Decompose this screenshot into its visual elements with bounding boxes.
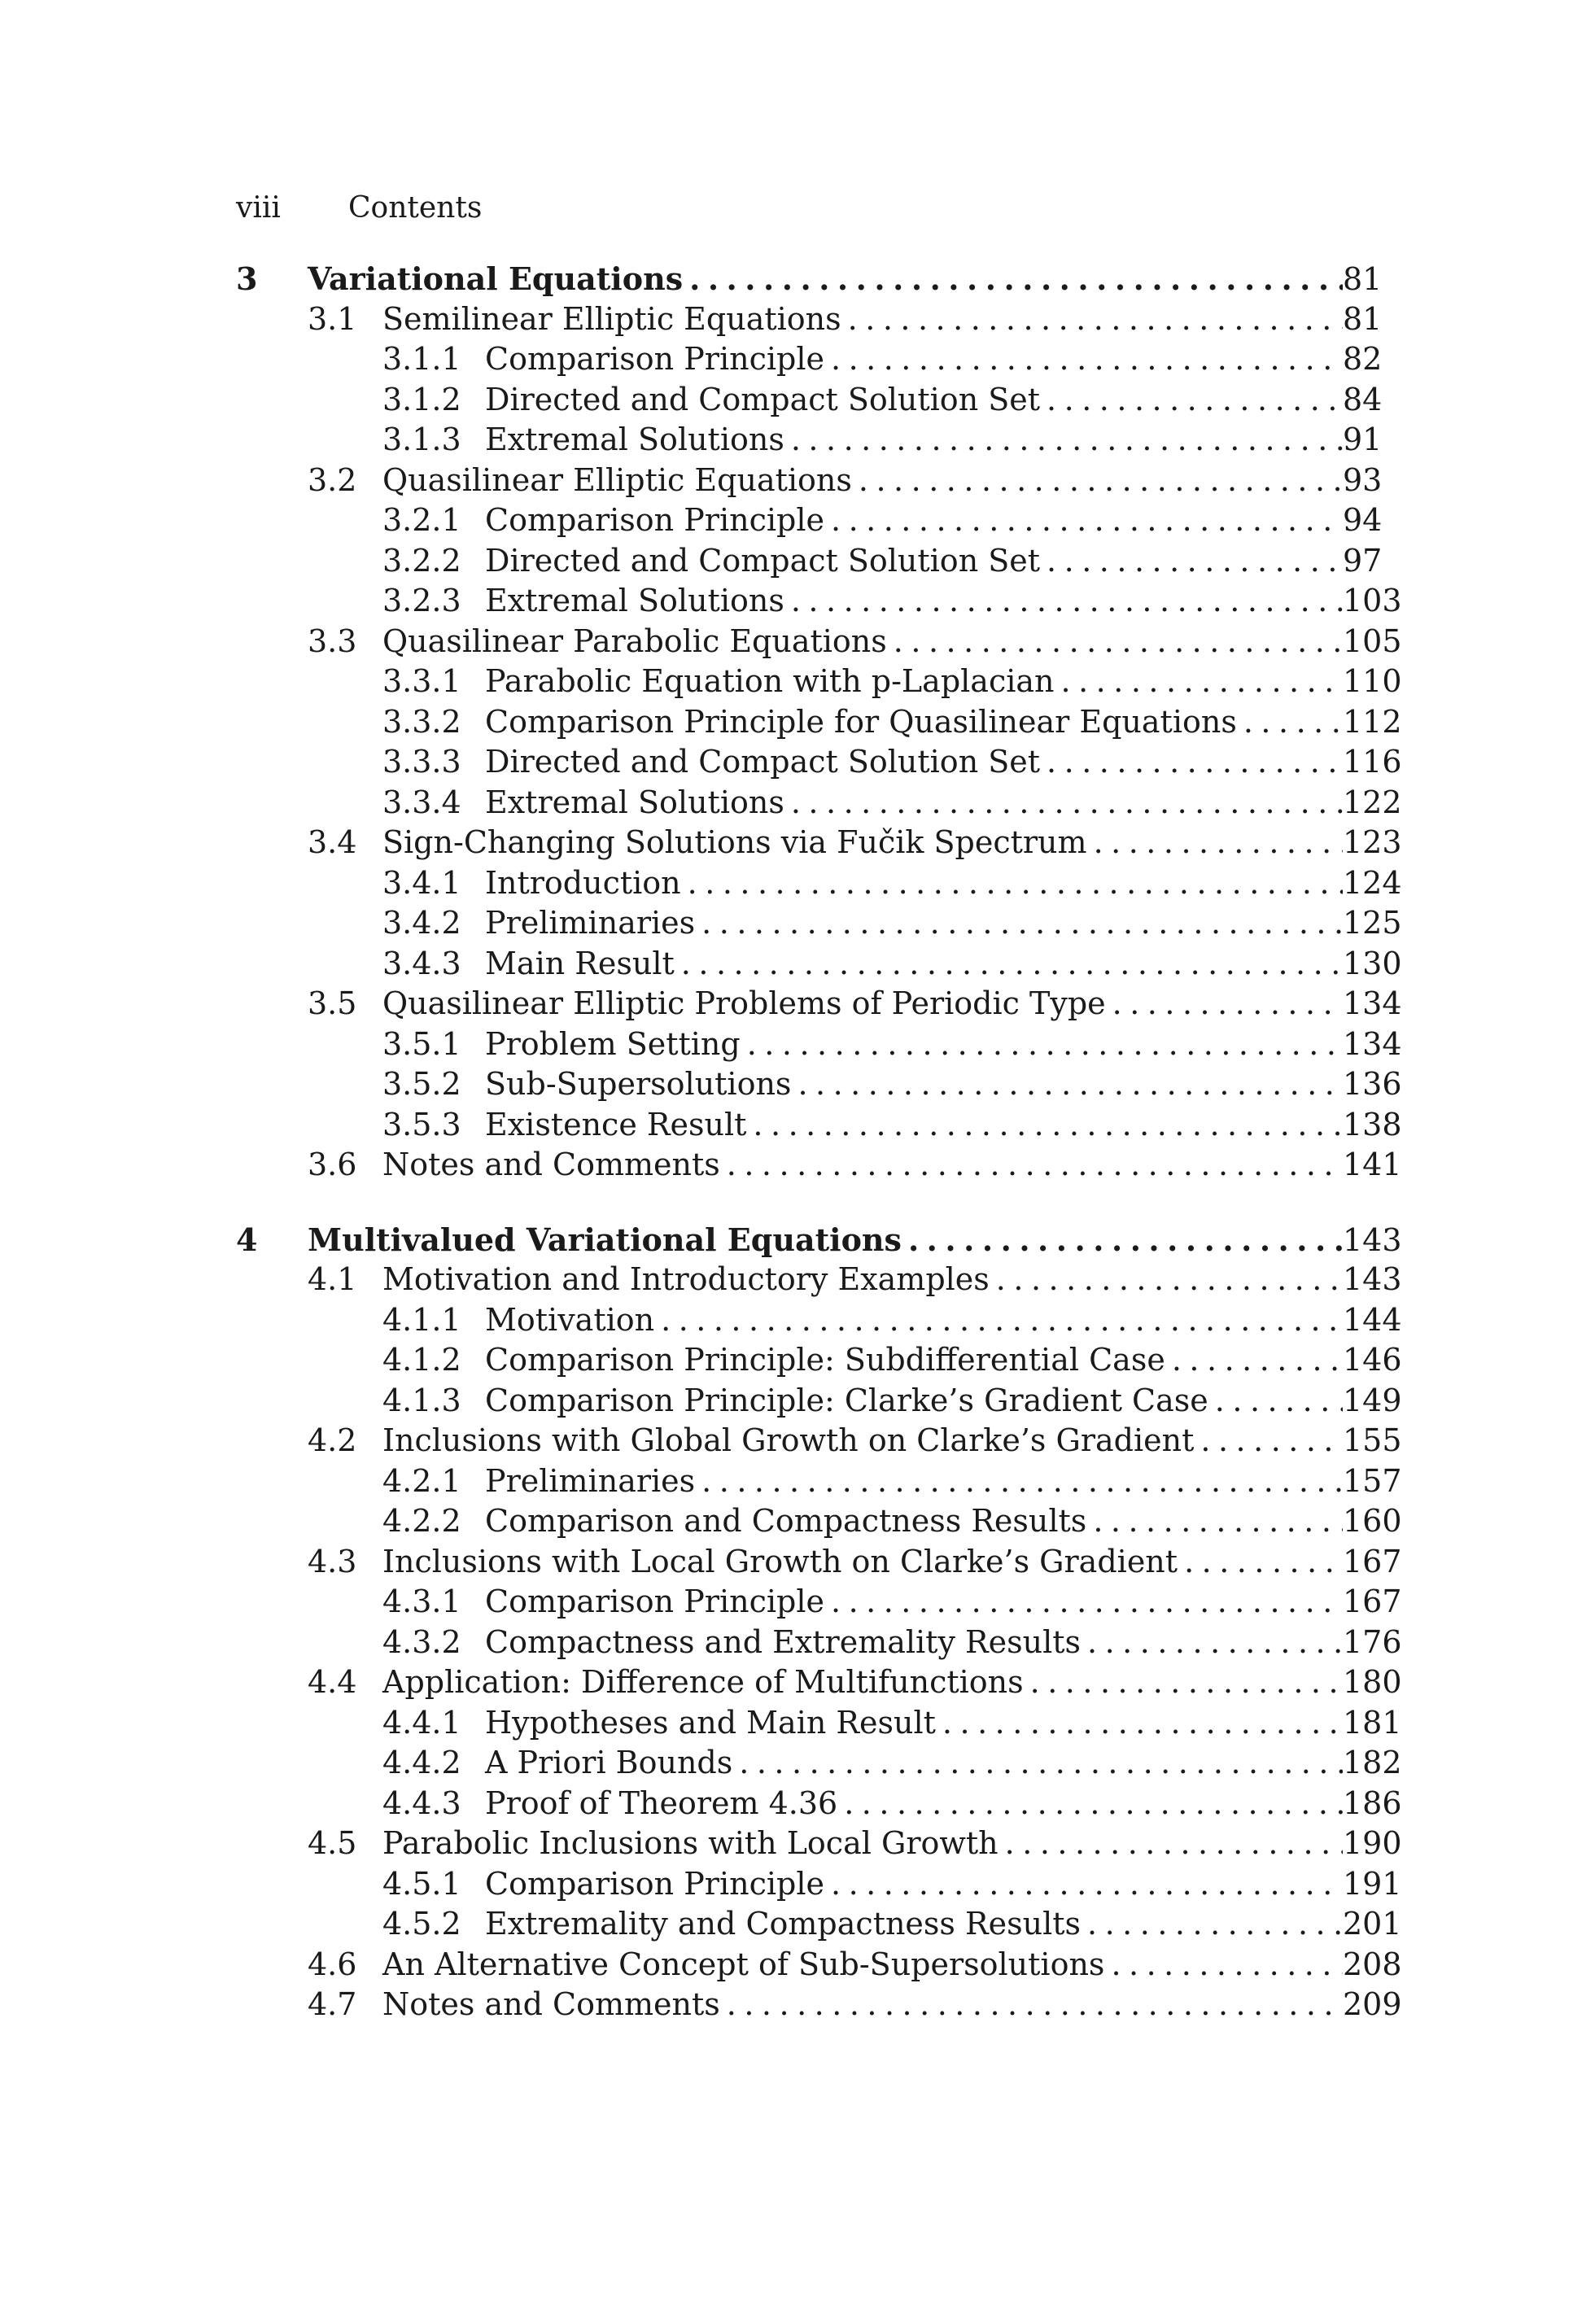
toc-section-page: 93 xyxy=(1343,461,1383,498)
toc-section-entry xyxy=(382,1824,1402,1864)
toc-subsection-entry xyxy=(485,420,1383,461)
toc-section-entry xyxy=(382,461,1383,501)
toc-chapter-block xyxy=(236,1220,1402,2025)
toc-subsection-title: Comparison Principle xyxy=(485,341,824,377)
toc-section-number: 3.1 xyxy=(308,300,357,337)
toc-subsection-row xyxy=(236,1300,1402,1341)
toc-section-page: 105 xyxy=(1343,622,1402,659)
toc-subsection-page: 144 xyxy=(1343,1301,1402,1338)
toc-subsection-title: Comparison Principle: Clarke’s Gradient Case xyxy=(485,1382,1208,1418)
dot-leader xyxy=(1087,823,1343,863)
toc-subsection-number: 3.1.2 xyxy=(382,381,461,417)
toc-section-title: Inclusions with Global Growth on Clarke’s Gradient xyxy=(382,1422,1195,1458)
dot-leader xyxy=(1040,541,1343,582)
toc-subsection-page: 82 xyxy=(1343,341,1383,377)
toc-subsection-title: Extremality and Compactness Results xyxy=(485,1906,1082,1942)
toc-subsection-entry xyxy=(485,500,1383,541)
toc-subsection-number: 4.2.1 xyxy=(382,1462,461,1499)
toc-section-page: 141 xyxy=(1343,1147,1402,1182)
toc-subsection-entry xyxy=(485,1904,1402,1945)
toc-section-page: 180 xyxy=(1343,1664,1402,1700)
toc-chapter-row xyxy=(236,259,1383,299)
toc-section-entry xyxy=(382,1985,1402,2025)
toc-section-page: 167 xyxy=(1343,1543,1402,1579)
toc-subsection-row xyxy=(236,1582,1402,1623)
toc-subsection-row xyxy=(236,1340,1402,1381)
toc-section-entry xyxy=(382,1662,1402,1703)
toc-section-entry xyxy=(382,622,1402,662)
toc-chapter-number: 4 xyxy=(236,1221,258,1258)
toc-subsection-page: 124 xyxy=(1343,864,1402,901)
toc-subsection-title: Motivation xyxy=(485,1301,655,1338)
toc-section-number: 3.2 xyxy=(308,461,357,498)
dot-leader xyxy=(654,1300,1343,1341)
toc-subsection-number: 4.3.2 xyxy=(382,1623,461,1660)
dot-leader xyxy=(784,420,1343,461)
toc-subsection-row xyxy=(236,1381,1402,1422)
dot-leader xyxy=(784,581,1343,622)
toc-subsection-title: Directed and Compact Solution Set xyxy=(485,542,1041,579)
toc-subsection-entry xyxy=(485,1703,1402,1744)
dot-leader xyxy=(784,783,1343,823)
toc-subsection-page: 130 xyxy=(1343,945,1402,981)
toc-subsection-entry xyxy=(485,742,1402,783)
toc-subsection-number: 3.3.1 xyxy=(382,663,461,699)
toc-subsection-title: Introduction xyxy=(485,864,681,901)
toc-subsection-entry xyxy=(485,702,1402,743)
toc-section-title: Semilinear Elliptic Equations xyxy=(382,300,841,337)
toc-section-row xyxy=(236,1542,1402,1583)
toc-subsection-row xyxy=(236,702,1402,743)
toc-subsection-title: Hypotheses and Main Result xyxy=(485,1704,936,1741)
toc-subsection-entry xyxy=(485,662,1402,702)
toc-subsection-title: Parabolic Equation with p-Laplacian xyxy=(485,663,1055,699)
toc-subsection-title: Comparison Principle xyxy=(485,1584,824,1619)
dot-leader xyxy=(732,1743,1343,1784)
dot-leader xyxy=(1104,1945,1343,1985)
toc-subsection-page: 160 xyxy=(1343,1503,1402,1539)
toc-section-page: 155 xyxy=(1343,1422,1402,1458)
toc-section-entry xyxy=(382,1945,1402,1985)
toc-subsection-page: 122 xyxy=(1343,784,1402,820)
toc-subsection-page: 191 xyxy=(1343,1865,1402,1902)
toc-subsection-page: 157 xyxy=(1343,1462,1402,1499)
toc-subsection-number: 4.2.2 xyxy=(382,1503,461,1539)
toc-section-title: Parabolic Inclusions with Local Growth xyxy=(382,1825,999,1861)
toc-subsection-title: Compactness and Extremality Results xyxy=(485,1623,1082,1660)
toc-section-number: 4.1 xyxy=(308,1261,357,1297)
toc-section-row xyxy=(236,1945,1402,1985)
toc-subsection-entry xyxy=(485,339,1383,380)
toc-subsection-entry xyxy=(485,581,1402,622)
toc-section-entry xyxy=(382,1421,1402,1461)
toc-subsection-row xyxy=(236,903,1402,944)
toc-subsection-row xyxy=(236,541,1383,582)
toc-chapter-page: 81 xyxy=(1343,261,1383,297)
toc-subsection-row xyxy=(236,863,1402,904)
toc-subsection-row xyxy=(236,1105,1402,1146)
dot-leader xyxy=(837,1784,1343,1824)
toc-subsection-title: Proof of Theorem 4.36 xyxy=(485,1784,838,1821)
toc-section-title: Quasilinear Elliptic Problems of Periodic Type xyxy=(382,985,1106,1021)
toc-subsection-entry xyxy=(485,1064,1402,1105)
toc-section-page: 143 xyxy=(1343,1261,1402,1297)
toc-subsection-title: Comparison Principle for Quasilinear Equations xyxy=(485,703,1237,740)
toc-subsection-page: 112 xyxy=(1343,703,1402,740)
toc-subsection-number: 3.1.3 xyxy=(382,422,461,457)
toc-section-entry xyxy=(382,299,1383,340)
toc-section-title: Sign-Changing Solutions via Fučik Spectrum xyxy=(382,824,1087,860)
dot-leader xyxy=(824,339,1343,380)
toc-subsection-row xyxy=(236,380,1383,421)
toc-subsection-entry xyxy=(485,1582,1402,1623)
toc-subsection-entry xyxy=(485,1381,1402,1422)
toc-section-number: 3.4 xyxy=(308,824,357,860)
toc-section-number: 3.5 xyxy=(308,985,357,1021)
toc-subsection-row xyxy=(236,1623,1402,1663)
toc-section-entry xyxy=(382,984,1402,1024)
toc-subsection-row xyxy=(236,1864,1402,1905)
toc-subsection-number: 4.1.1 xyxy=(382,1301,461,1338)
toc-subsection-title: Comparison Principle xyxy=(485,502,824,538)
toc-section-number: 3.3 xyxy=(308,622,357,659)
toc-section-row xyxy=(236,984,1402,1024)
toc-section-row xyxy=(236,461,1383,501)
dot-leader xyxy=(683,259,1343,299)
toc-subsection-entry xyxy=(485,380,1383,421)
toc-chapter-page: 143 xyxy=(1343,1221,1402,1258)
dot-leader xyxy=(1024,1662,1343,1703)
toc-subsection-page: 176 xyxy=(1343,1623,1402,1660)
toc-subsection-entry xyxy=(485,541,1383,582)
toc-subsection-number: 4.3.1 xyxy=(382,1584,461,1619)
toc-section-number: 4.2 xyxy=(308,1422,357,1458)
toc-subsection-row xyxy=(236,500,1383,541)
dot-leader xyxy=(1081,1904,1343,1945)
toc-subsection-entry xyxy=(485,863,1402,904)
toc-subsection-page: 149 xyxy=(1343,1382,1402,1418)
header-running-title: Contents xyxy=(348,191,483,225)
toc-subsection-page: 91 xyxy=(1343,422,1383,457)
toc-section-page: 81 xyxy=(1343,300,1383,337)
toc-section-row xyxy=(236,1145,1402,1186)
toc-subsection-number: 3.2.2 xyxy=(382,542,461,579)
toc-subsection-number: 3.2.1 xyxy=(382,502,461,538)
toc-subsection-number: 3.5.1 xyxy=(382,1025,461,1062)
dot-leader xyxy=(990,1260,1343,1300)
toc-section-number: 4.3 xyxy=(308,1543,357,1579)
toc-chapter-title: Variational Equations xyxy=(308,260,684,297)
toc-subsection-page: 138 xyxy=(1343,1106,1402,1142)
toc-section-title: Inclusions with Local Growth on Clarke’s Gradient xyxy=(382,1543,1178,1579)
dot-leader xyxy=(1040,380,1343,421)
toc-section-page: 208 xyxy=(1343,1946,1402,1982)
dot-leader xyxy=(675,944,1343,985)
toc-section-number: 4.6 xyxy=(308,1946,357,1982)
toc-subsection-number: 3.3.3 xyxy=(382,744,461,780)
toc-subsection-number: 3.3.2 xyxy=(382,703,461,740)
toc-subsection-entry xyxy=(485,1864,1402,1905)
toc-subsection-page: 146 xyxy=(1343,1342,1402,1378)
toc-subsection-page: 167 xyxy=(1343,1584,1402,1619)
toc-subsection-page: 116 xyxy=(1343,744,1402,780)
toc-chapter-title: Multivalued Variational Equations xyxy=(308,1221,902,1258)
toc-subsection-title: Preliminaries xyxy=(485,905,696,941)
toc-section-title: Notes and Comments xyxy=(382,1147,720,1182)
toc-section-entry xyxy=(382,823,1402,863)
dot-leader xyxy=(1040,742,1343,783)
toc-section-row xyxy=(236,1260,1402,1300)
dot-leader xyxy=(1237,702,1343,743)
table-of-contents xyxy=(236,259,1402,2025)
toc-subsection-page: 134 xyxy=(1343,1025,1402,1062)
toc-chapter-row xyxy=(236,1220,1402,1260)
toc-subsection-entry xyxy=(485,1340,1402,1381)
dot-leader xyxy=(695,1461,1343,1502)
toc-section-title: Quasilinear Parabolic Equations xyxy=(382,622,887,659)
toc-subsection-page: 110 xyxy=(1343,663,1402,699)
toc-subsection-title: Directed and Compact Solution Set xyxy=(485,381,1041,417)
toc-subsection-row xyxy=(236,339,1383,380)
toc-chapter-entry xyxy=(308,1220,1402,1260)
dot-leader xyxy=(841,299,1343,340)
toc-subsection-row xyxy=(236,1743,1402,1784)
toc-subsection-number: 4.5.1 xyxy=(382,1865,461,1902)
toc-subsection-title: Extremal Solutions xyxy=(485,784,784,820)
dot-leader xyxy=(791,1064,1343,1105)
toc-section-page: 123 xyxy=(1343,824,1402,860)
dot-leader xyxy=(720,1145,1343,1186)
toc-section-entry xyxy=(382,1145,1402,1186)
toc-subsection-entry xyxy=(485,944,1402,985)
toc-subsection-number: 4.4.3 xyxy=(382,1784,461,1821)
toc-subsection-page: 182 xyxy=(1343,1745,1402,1780)
toc-subsection-title: Sub-Supersolutions xyxy=(485,1066,792,1102)
toc-subsection-row xyxy=(236,1703,1402,1744)
toc-subsection-page: 186 xyxy=(1343,1784,1402,1821)
dot-leader xyxy=(746,1105,1343,1146)
dot-leader xyxy=(902,1220,1343,1260)
dot-leader xyxy=(1208,1381,1343,1422)
toc-subsection-title: Extremal Solutions xyxy=(485,583,784,618)
dot-leader xyxy=(824,500,1343,541)
toc-subsection-title: Comparison Principle xyxy=(485,1865,824,1902)
toc-subsection-title: Preliminaries xyxy=(485,1462,696,1499)
dot-leader xyxy=(1165,1340,1343,1381)
toc-section-page: 209 xyxy=(1343,1986,1402,2022)
toc-subsection-row xyxy=(236,1064,1402,1105)
dot-leader xyxy=(852,461,1343,501)
toc-subsection-row xyxy=(236,420,1383,461)
dot-leader xyxy=(824,1864,1343,1905)
toc-section-number: 4.4 xyxy=(308,1664,357,1700)
toc-subsection-number: 4.4.2 xyxy=(382,1745,461,1780)
toc-subsection-page: 97 xyxy=(1343,542,1383,579)
dot-leader xyxy=(720,1985,1343,2025)
toc-subsection-number: 3.4.3 xyxy=(382,945,461,981)
toc-section-title: Motivation and Introductory Examples xyxy=(382,1261,990,1297)
toc-section-title: An Alternative Concept of Sub-Supersolutions xyxy=(382,1946,1105,1982)
toc-subsection-number: 4.5.2 xyxy=(382,1906,461,1942)
dot-leader xyxy=(1086,1501,1343,1542)
toc-section-page: 190 xyxy=(1343,1825,1402,1861)
toc-subsection-title: Extremal Solutions xyxy=(485,422,784,457)
toc-section-page: 134 xyxy=(1343,985,1402,1021)
toc-subsection-row xyxy=(236,1904,1402,1945)
toc-subsection-row xyxy=(236,581,1402,622)
toc-subsection-number: 3.2.3 xyxy=(382,583,461,618)
toc-chapter-block xyxy=(236,259,1402,1186)
toc-section-title: Application: Difference of Multifunctions xyxy=(382,1664,1024,1700)
toc-section-entry xyxy=(382,1542,1402,1583)
dot-leader xyxy=(1178,1542,1343,1583)
toc-subsection-page: 201 xyxy=(1343,1906,1402,1942)
toc-chapter-number: 3 xyxy=(236,260,258,297)
toc-subsection-title: Problem Setting xyxy=(485,1025,741,1062)
toc-section-title: Quasilinear Elliptic Equations xyxy=(382,461,852,498)
toc-section-number: 4.5 xyxy=(308,1825,357,1861)
chapter-spacer xyxy=(236,1186,1375,1220)
toc-section-entry xyxy=(382,1260,1402,1300)
toc-subsection-row xyxy=(236,1784,1402,1824)
dot-leader xyxy=(999,1824,1343,1864)
toc-section-row xyxy=(236,1824,1402,1864)
dot-leader xyxy=(1055,662,1343,702)
toc-subsection-title: A Priori Bounds xyxy=(485,1745,733,1780)
toc-subsection-page: 136 xyxy=(1343,1066,1402,1102)
toc-subsection-number: 3.3.4 xyxy=(382,784,461,820)
toc-subsection-number: 3.5.2 xyxy=(382,1066,461,1102)
toc-section-number: 3.6 xyxy=(308,1147,357,1182)
header-page-number: viii xyxy=(236,191,281,225)
toc-subsection-row xyxy=(236,742,1402,783)
toc-section-row xyxy=(236,1421,1402,1461)
toc-subsection-entry xyxy=(485,1105,1402,1146)
toc-subsection-number: 4.1.2 xyxy=(382,1342,461,1378)
toc-subsection-entry xyxy=(485,1501,1402,1542)
toc-subsection-number: 3.4.2 xyxy=(382,905,461,941)
dot-leader xyxy=(1106,984,1343,1024)
toc-subsection-number: 3.4.1 xyxy=(382,864,461,901)
toc-section-number: 4.7 xyxy=(308,1986,357,2022)
toc-subsection-title: Comparison and Compactness Results xyxy=(485,1503,1087,1539)
toc-chapter-entry xyxy=(308,259,1383,299)
toc-subsection-entry xyxy=(485,1024,1402,1065)
toc-subsection-page: 181 xyxy=(1343,1704,1402,1741)
toc-subsection-entry xyxy=(485,783,1402,823)
toc-subsection-entry xyxy=(485,1743,1402,1784)
dot-leader xyxy=(887,622,1343,662)
toc-subsection-title: Existence Result xyxy=(485,1106,747,1142)
toc-subsection-row xyxy=(236,1501,1402,1542)
dot-leader xyxy=(824,1582,1343,1623)
dot-leader xyxy=(936,1703,1343,1744)
toc-subsection-title: Directed and Compact Solution Set xyxy=(485,744,1041,780)
toc-subsection-entry xyxy=(485,1300,1402,1341)
toc-subsection-page: 103 xyxy=(1343,583,1402,618)
toc-section-row xyxy=(236,1662,1402,1703)
toc-section-title: Notes and Comments xyxy=(382,1986,720,2022)
toc-subsection-entry xyxy=(485,1461,1402,1502)
toc-subsection-title: Comparison Principle: Subdifferential Case xyxy=(485,1342,1165,1378)
toc-subsection-title: Main Result xyxy=(485,945,675,981)
toc-subsection-page: 94 xyxy=(1343,502,1383,538)
toc-subsection-entry xyxy=(485,903,1402,944)
toc-subsection-number: 3.5.3 xyxy=(382,1106,461,1142)
toc-subsection-page: 84 xyxy=(1343,381,1383,417)
toc-subsection-number: 4.1.3 xyxy=(382,1382,461,1418)
toc-section-row xyxy=(236,299,1383,340)
toc-subsection-row xyxy=(236,1024,1402,1065)
toc-subsection-row xyxy=(236,662,1402,702)
toc-subsection-row xyxy=(236,944,1402,985)
toc-subsection-number: 3.1.1 xyxy=(382,341,461,377)
dot-leader xyxy=(1194,1421,1343,1461)
toc-subsection-row xyxy=(236,1461,1402,1502)
toc-subsection-entry xyxy=(485,1623,1402,1663)
dot-leader xyxy=(1081,1623,1343,1663)
toc-subsection-row xyxy=(236,783,1402,823)
toc-subsection-page: 125 xyxy=(1343,905,1402,941)
dot-leader xyxy=(695,903,1343,944)
toc-section-row xyxy=(236,823,1402,863)
toc-subsection-entry xyxy=(485,1784,1402,1824)
dot-leader xyxy=(681,863,1343,904)
toc-subsection-number: 4.4.1 xyxy=(382,1704,461,1741)
toc-section-row xyxy=(236,622,1402,662)
toc-section-row xyxy=(236,1985,1402,2025)
dot-leader xyxy=(741,1024,1343,1065)
